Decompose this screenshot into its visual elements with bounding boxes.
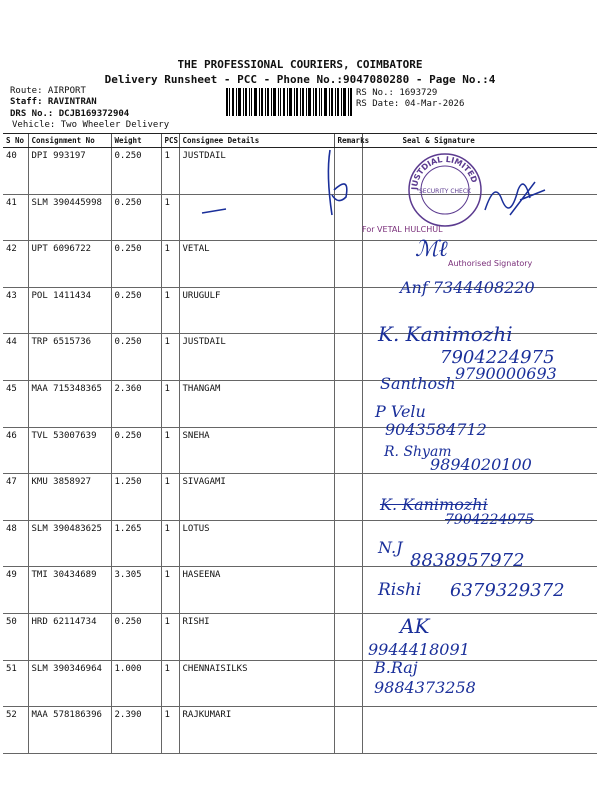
row-weight: 0.250 [111,334,161,381]
row-sno: 52 [3,707,28,754]
phone-52: 9884373258 [374,678,476,697]
row-remarks [334,567,362,614]
signature-44: K. Kanimozhi [378,322,513,346]
row-consignee: CHENNAISILKS [179,660,334,707]
row-consignment-no: SLM 390445998 [28,194,111,241]
col-weight: Weight [111,134,161,148]
row-consignment-no: DPI 993197 [28,148,111,195]
row-pcs: 1 [161,241,179,288]
row-sno: 42 [3,241,28,288]
table-row [3,660,597,707]
row-consignment-no: MAA 715348365 [28,380,111,427]
row-consignment-no: TMI 30434689 [28,567,111,614]
row-consignment-no: SLM 390483625 [28,520,111,567]
row-consignee: JUSTDAIL [179,148,334,195]
row-consignee: THANGAM [179,380,334,427]
row-remarks [334,427,362,474]
col-consignee: Consignee Details [179,134,334,148]
row-weight: 1.265 [111,520,161,567]
row-consignment-no: TRP 6515736 [28,334,111,381]
row-weight: 1.250 [111,474,161,521]
signature-43: Anf 7344408220 [400,278,535,297]
row-consignment-no: HRD 62114734 [28,613,111,660]
row-pcs: 1 [161,660,179,707]
phone-49: 8838957972 [410,550,525,571]
signature-48: K. Kanimozhi [380,495,488,514]
row-sno: 40 [3,148,28,195]
row-pcs: 1 [161,613,179,660]
row-consignment-no: TVL 53007639 [28,427,111,474]
justdial-stamp [405,150,485,230]
row-weight: 0.250 [111,194,161,241]
row-remarks [334,613,362,660]
row-remarks [334,287,362,334]
row-weight: 0.250 [111,427,161,474]
row-sno: 44 [3,334,28,381]
row-seal-signature [362,707,597,754]
signature-49: N.J [378,538,403,557]
signature-42: ℳℓ [415,237,448,262]
dash-mark [200,205,230,217]
row-weight: 0.250 [111,613,161,660]
row-weight: 2.360 [111,380,161,427]
phone-46: 9043584712 [385,420,487,439]
row-remarks [334,474,362,521]
row-sno: 45 [3,380,28,427]
signature-50: Rishi [378,580,422,600]
row-sno: 50 [3,613,28,660]
table-row [3,707,597,754]
row-remarks [334,334,362,381]
row-sno: 43 [3,287,28,334]
row-pcs: 1 [161,567,179,614]
row-consignment-no: POL 1411434 [28,287,111,334]
phone-47: 9894020100 [430,455,532,474]
row-consignee: RISHI [179,613,334,660]
row-remarks [334,520,362,567]
row-pcs: 1 [161,707,179,754]
col-sno: S No [3,134,28,148]
col-remarks: Remarks [334,134,362,148]
table-row [3,380,597,427]
vetal-authorised: Authorised Signatory [448,259,533,268]
row-sno: 47 [3,474,28,521]
row-consignee: SNEHA [179,427,334,474]
row-sno: 51 [3,660,28,707]
row-sno: 41 [3,194,28,241]
row-consignee: SIVAGAMI [179,474,334,521]
vehicle-label: Vehicle: Two Wheeler Delivery [12,120,170,130]
row-consignee: LOTUS [179,520,334,567]
row-consignee: HASEENA [179,567,334,614]
signature-52: B.Raj [374,658,418,677]
row-consignment-no: SLM 390346964 [28,660,111,707]
rs-date: RS Date: 04-Mar-2026 [356,99,465,109]
row-consignee: VETAL [179,241,334,288]
row-pcs: 1 [161,287,179,334]
row-consignee: JUSTDAIL [179,334,334,381]
col-seal: Seal & Signature [362,134,597,148]
company-title: THE PROFESSIONAL COURIERS, COIMBATORE [177,58,423,71]
signature-45: Santhosh [380,374,456,393]
justdial-stamp-center: SECURITY CHECK [419,188,471,195]
row-consignment-no: MAA 578186396 [28,707,111,754]
row-weight: 1.000 [111,660,161,707]
row-pcs: 1 [161,427,179,474]
row-pcs: 1 [161,334,179,381]
drs-number: DRS No.: DCJB169372904 [10,109,130,119]
row-sno: 46 [3,427,28,474]
phone-48: 7904224975 [445,512,535,528]
row-pcs: 1 [161,194,179,241]
signature-47: R. Shyam [384,444,452,460]
row-pcs: 1 [161,380,179,427]
row-weight: 3.305 [111,567,161,614]
row-consignee: URUGULF [179,287,334,334]
col-consignment: Consignment No [28,134,111,148]
row-pcs: 1 [161,520,179,567]
justdial-stamp-text: JUSTDIAL LIMITED [409,154,479,191]
row-consignee [179,194,334,241]
col-pcs: PCS [161,134,179,148]
row-remarks [334,707,362,754]
vetal-stamp-line: For VETAL HULCHUL [362,225,443,234]
signature-46: P Velu [375,402,426,421]
signature-51: AK [400,614,430,638]
row-weight: 2.390 [111,707,161,754]
signature-41 [480,170,550,230]
row-consignment-no: KMU 3858927 [28,474,111,521]
row-sno: 48 [3,520,28,567]
table-row [3,613,597,660]
row-remarks [334,241,362,288]
row-remarks [334,660,362,707]
staff-label: Staff: RAVINTRAN [10,97,97,107]
phone-45-a: 7904224975 [440,347,555,368]
phone-45-b: 9790000693 [455,364,557,383]
row-remarks [334,380,362,427]
phone-51: 9944418091 [368,640,470,659]
row-weight: 0.250 [111,287,161,334]
route-label: Route: AIRPORT [10,86,86,96]
row-consignee: RAJKUMARI [179,707,334,754]
barcode-image [226,88,352,116]
row-pcs: 1 [161,148,179,195]
phone-50: 6379329372 [450,580,565,601]
runsheet-subtitle: Delivery Runsheet - PCC - Phone No.:9047080280 - Page No.:4 [104,73,496,86]
remark-scribble [320,145,370,225]
row-sno: 49 [3,567,28,614]
row-consignment-no: UPT 6096722 [28,241,111,288]
row-pcs: 1 [161,474,179,521]
row-weight: 0.250 [111,241,161,288]
rs-number: RS No.: 1693729 [356,88,438,98]
table-header-row [3,134,597,148]
row-weight: 0.250 [111,148,161,195]
